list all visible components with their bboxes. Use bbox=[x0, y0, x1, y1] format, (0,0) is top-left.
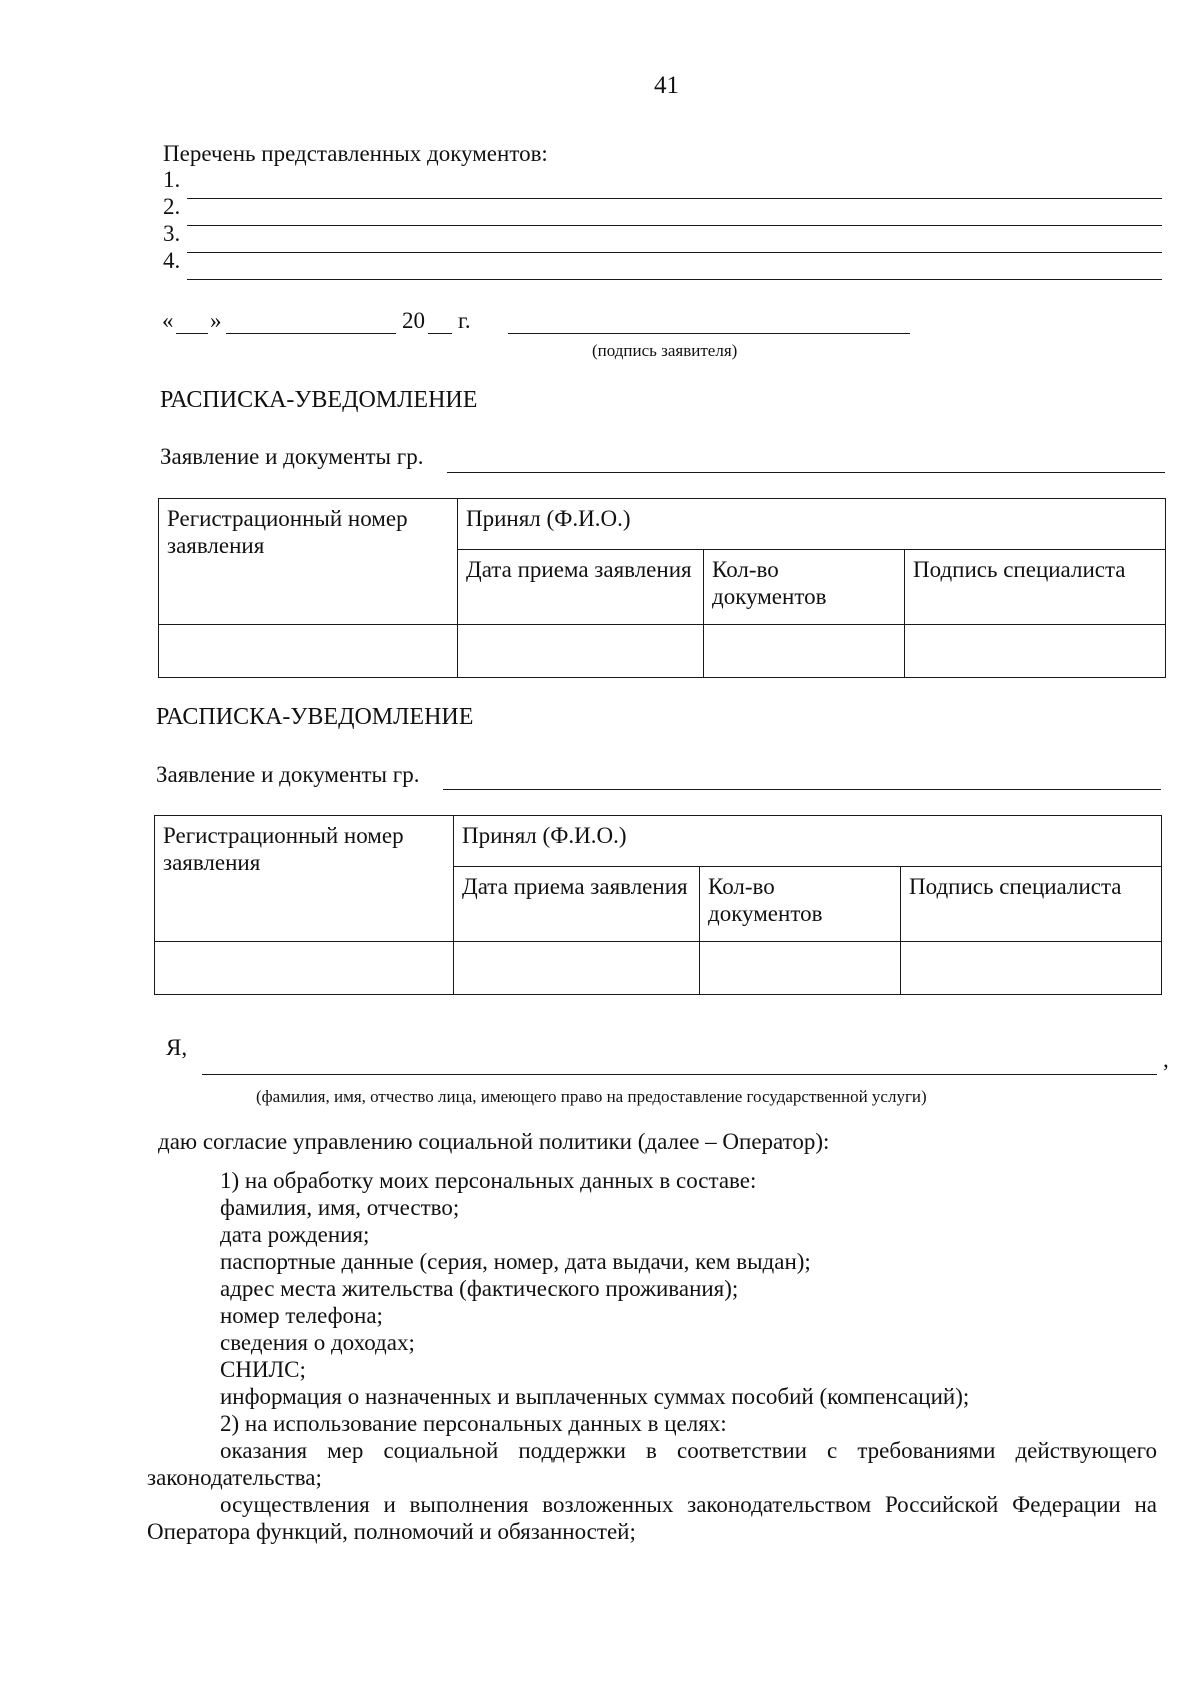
receipt-1-signature-cell[interactable] bbox=[905, 625, 1166, 678]
receipt-2-title: РАСПИСКА-УВЕДОМЛЕНИЕ bbox=[156, 704, 474, 730]
receipt-1-reg-number-cell[interactable] bbox=[159, 625, 458, 678]
consent-line-10: 2) на использование персональных данных в целях: bbox=[220, 1411, 727, 1436]
consent-line-6: номер телефона; bbox=[220, 1303, 383, 1328]
date-year-field[interactable] bbox=[428, 333, 452, 334]
receipt-2-citizen-field[interactable] bbox=[443, 789, 1161, 790]
consent-line-4: паспортные данные (серия, номер, дата выдачи, кем выдан); bbox=[220, 1249, 811, 1274]
doc-list-item-4-field[interactable] bbox=[187, 279, 1162, 280]
receipt-1-date-header: Дата приема заявления bbox=[458, 550, 704, 625]
date-quote-close: » bbox=[210, 308, 222, 333]
consent-line-5: адрес места жительства (фактического проживания); bbox=[220, 1276, 739, 1301]
doc-list-item-3-number: 3. bbox=[163, 221, 181, 246]
date-year-prefix: 20 bbox=[402, 308, 425, 333]
doc-list-item-1-number: 1. bbox=[163, 167, 181, 192]
receipt-1-table bbox=[158, 498, 1166, 678]
receipt-1-signature-header: Подпись специалиста bbox=[905, 550, 1166, 625]
receipt-1-date-cell[interactable] bbox=[458, 625, 704, 678]
date-quote-open: « bbox=[162, 308, 174, 333]
receipt-1-count-cell[interactable] bbox=[704, 625, 905, 678]
consent-i-label: Я, bbox=[166, 1035, 188, 1060]
consent-line-8: СНИЛС; bbox=[220, 1357, 306, 1382]
consent-paragraph-1: оказания мер социальной поддержки в соответствии с требованиями действующего законодательства; bbox=[147, 1438, 1157, 1490]
receipt-1-accepted-by-header: Принял (Ф.И.О.) bbox=[458, 499, 1166, 550]
receipt-2-count-cell[interactable] bbox=[700, 942, 901, 995]
consent-line-7: сведения о доходах; bbox=[220, 1330, 415, 1355]
consent-full-name-field[interactable] bbox=[202, 1074, 1157, 1075]
receipt-1-intro: Заявление и документы гр. bbox=[160, 444, 424, 469]
receipt-2-intro: Заявление и документы гр. bbox=[156, 762, 420, 787]
receipt-2-date-header: Дата приема заявления bbox=[454, 867, 700, 942]
doc-list-item-2-field[interactable] bbox=[187, 225, 1162, 226]
receipt-1-title: РАСПИСКА-УВЕДОМЛЕНИЕ bbox=[160, 387, 478, 413]
receipt-2-count-header: Кол-во документов bbox=[700, 867, 901, 942]
receipt-2-reg-number-cell[interactable] bbox=[155, 942, 454, 995]
receipt-2-signature-header: Подпись специалиста bbox=[901, 867, 1162, 942]
receipt-1-reg-number-header: Регистрационный номер заявления bbox=[159, 499, 458, 625]
receipt-2-table bbox=[154, 815, 1162, 995]
receipt-1-count-header: Кол-во документов bbox=[704, 550, 905, 625]
receipt-1-citizen-field[interactable] bbox=[447, 472, 1165, 473]
consent-intro: даю согласие управлению социальной политики (далее – Оператор): bbox=[158, 1129, 830, 1154]
doc-list-item-3-field[interactable] bbox=[187, 252, 1162, 253]
receipt-2-reg-number-header: Регистрационный номер заявления bbox=[155, 816, 454, 942]
date-month-field[interactable] bbox=[226, 333, 396, 334]
consent-line-2: фамилия, имя, отчество; bbox=[220, 1195, 460, 1220]
receipt-2-signature-cell[interactable] bbox=[901, 942, 1162, 995]
date-day-field[interactable] bbox=[176, 333, 208, 334]
doc-list-item-4-number: 4. bbox=[163, 248, 181, 273]
consent-line-3: дата рождения; bbox=[220, 1222, 370, 1247]
receipt-2-date-cell[interactable] bbox=[454, 942, 700, 995]
consent-line-1: 1) на обработку моих персональных данных в составе: bbox=[220, 1168, 757, 1193]
doc-list-heading: Перечень представленных документов: bbox=[163, 141, 548, 166]
applicant-signature-caption: (подпись заявителя) bbox=[592, 341, 738, 360]
consent-comma: , bbox=[1163, 1047, 1169, 1072]
consent-paragraph-2: осуществления и выполнения возложенных законодательством Российской Федерации на Оператора функций, полномочий и обязанностей; bbox=[147, 1492, 1157, 1544]
page-number: 41 bbox=[654, 72, 679, 99]
date-year-suffix: г. bbox=[458, 308, 471, 333]
receipt-2-accepted-by-header: Принял (Ф.И.О.) bbox=[454, 816, 1162, 867]
consent-line-9: информация о назначенных и выплаченных суммах пособий (компенсаций); bbox=[220, 1384, 970, 1409]
applicant-signature-field[interactable] bbox=[508, 333, 910, 334]
doc-list-item-1-field[interactable] bbox=[187, 198, 1162, 199]
consent-name-caption: (фамилия, имя, отчество лица, имеющего право на предоставление государственной услуги) bbox=[256, 1087, 927, 1106]
doc-list-item-2-number: 2. bbox=[163, 194, 181, 219]
